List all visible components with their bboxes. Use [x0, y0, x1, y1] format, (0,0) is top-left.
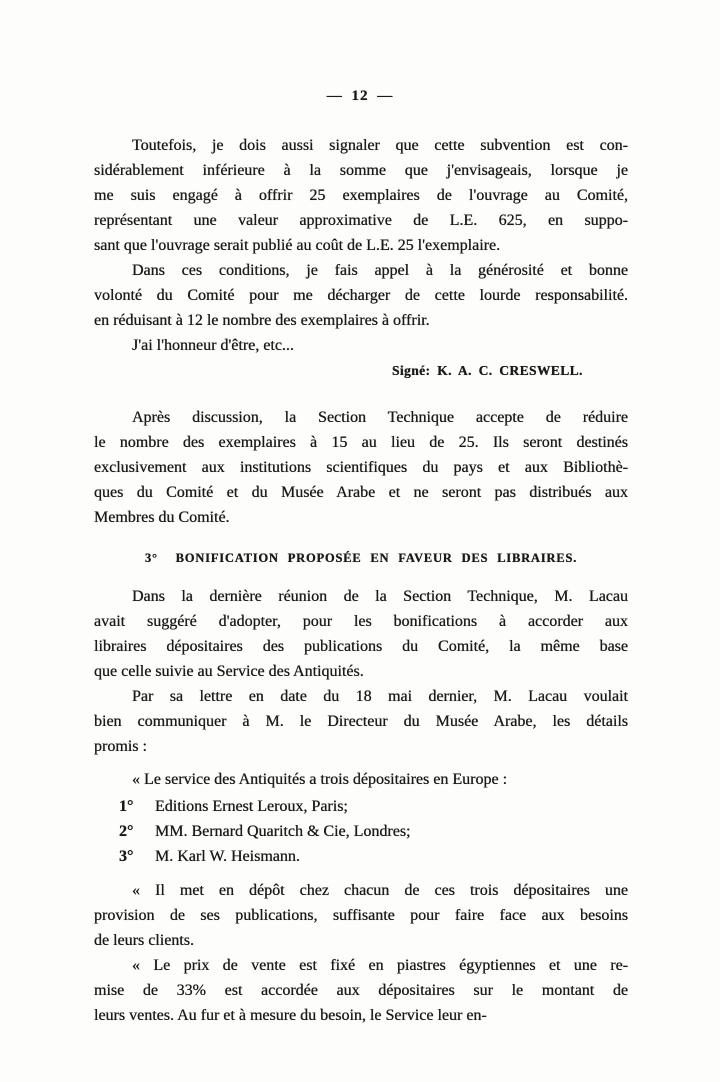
text-line: Membres du Comité. — [94, 509, 230, 526]
text-line: Après discussion, la Section Technique accepte de réduire — [132, 409, 628, 426]
text-line: J'ai l'honneur d'être, etc... — [132, 337, 294, 354]
paragraph-depositaires-intro — [94, 767, 628, 792]
signature-line: Signé: K. A. C. CRESWELL. — [392, 363, 583, 378]
text-line: en réduisant à 12 le nombre des exemplaires à offrir. — [94, 312, 430, 329]
text-line: Dans la dernière réunion de la Section Technique, M. Lacau — [132, 588, 628, 605]
page-number: — 12 — — [326, 88, 394, 104]
text-line: ques du Comité et du Musée Arabe et ne seront pas distribués aux — [94, 484, 628, 501]
list-item-number: 2° — [119, 823, 134, 840]
text-line: sant que l'ouvrage serait publié au coût de L.E. 25 l'exemplaire. — [94, 237, 501, 254]
paragraph-derniere-reunion — [94, 584, 628, 684]
text-line: avait suggéré d'adopter, pour les bonifications à accorder aux — [94, 613, 628, 630]
paragraph-apres-discussion — [94, 405, 628, 530]
text-line: Par sa lettre en date du 18 mai dernier, M. Lacau voulait — [132, 688, 628, 705]
list-item-number: 1° — [119, 798, 134, 815]
text-line: « Le prix de vente est fixé en piastres égyptiennes et une re- — [132, 957, 628, 974]
text-line: leurs ventes. Au fur et à mesure du besoin, le Service leur en- — [94, 1007, 487, 1024]
text-line: le nombre des exemplaires à 15 au lieu de 25. Ils seront destinés — [94, 434, 628, 451]
text-line: volonté du Comité pour me décharger de cette lourde responsabilité. — [94, 287, 628, 304]
paragraph-lettre — [94, 684, 628, 759]
list-item — [119, 794, 628, 819]
text-line: bien communiquer à M. le Directeur du Musée Arabe, les détails — [94, 713, 628, 730]
list-item — [119, 844, 628, 869]
list-item — [119, 819, 628, 844]
list-item-number: 3° — [119, 848, 134, 865]
list-item-text: Editions Ernest Leroux, Paris; — [155, 798, 348, 815]
text-line: Dans ces conditions, je fais appel à la générosité et bonne — [132, 262, 628, 279]
text-line: « Le service des Antiquités a trois dépositaires en Europe : — [132, 771, 508, 788]
paragraph-appel — [94, 258, 628, 333]
depositaires-list — [94, 794, 628, 869]
text-line: sidérablement inférieure à la somme que j'envisageais, lorsque je — [94, 162, 628, 179]
text-line: promis : — [94, 738, 147, 755]
text-line: représentant une valeur approximative de L.E. 625, en suppo- — [94, 212, 628, 229]
list-item-text: M. Karl W. Heismann. — [155, 848, 300, 865]
text-line: provision de ses publications, suffisante pour faire face aux besoins — [94, 907, 628, 924]
text-line: libraires dépositaires des publications du Comité, la même base — [94, 638, 628, 655]
text-line: exclusivement aux institutions scientifiques du pays et aux Bibliothè- — [94, 459, 628, 476]
text-line: de leurs clients. — [94, 932, 194, 949]
paragraph-honneur — [94, 333, 628, 358]
paragraph-subvention — [94, 133, 628, 258]
section-heading: 3° BONIFICATION PROPOSÉE EN FAVEUR DES LIBRAIRES. — [144, 551, 578, 565]
text-line: me suis engagé à offrir 25 exemplaires de l'ouvrage au Comité, — [94, 187, 628, 204]
text-line: « Il met en dépôt chez chacun de ces trois dépositaires une — [132, 882, 628, 899]
paragraph-depot — [94, 878, 628, 953]
text-line: Toutefois, je dois aussi signaler que cette subvention est con- — [132, 137, 628, 154]
paragraph-prix — [94, 953, 628, 1028]
list-item-text: MM. Bernard Quaritch & Cie, Londres; — [155, 823, 411, 840]
document-body — [94, 133, 628, 1028]
text-line: mise de 33% est accordée aux dépositaires sur le montant de — [94, 982, 628, 999]
text-line: que celle suivie au Service des Antiquités. — [94, 663, 364, 680]
